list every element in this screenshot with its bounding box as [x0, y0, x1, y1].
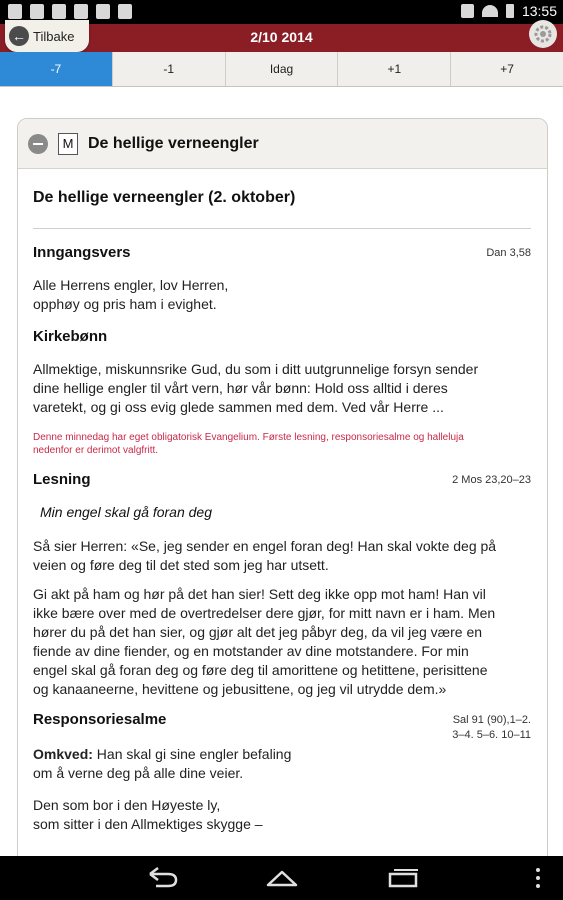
system-navigation-bar	[0, 856, 563, 900]
section-title-inngangsvers: Inngangsvers	[33, 244, 131, 261]
text-line: Den som bor i den Høyeste ly,	[33, 797, 221, 813]
app-header	[0, 24, 563, 52]
card-header[interactable]	[18, 119, 547, 169]
responsoriesalme-header	[33, 711, 531, 743]
mail-notification-icon	[30, 4, 44, 19]
document-title: De hellige verneengler (2. oktober)	[33, 189, 296, 206]
feast-card	[17, 118, 548, 878]
notification-icons	[8, 4, 132, 19]
responsoriesalme-ref	[452, 713, 531, 743]
text-line: ikke bære over med de overtredelser dere gjør, for mitt navn er i ham. Men	[33, 605, 496, 621]
omkved-text	[33, 745, 531, 783]
bag-notification-icon	[118, 4, 132, 19]
inngangsvers-text	[33, 276, 531, 314]
text-line: som sitter i den Allmektiges skygge –	[33, 816, 263, 832]
card-content	[18, 189, 547, 834]
note-line: nedenfor er derimot valgfritt.	[33, 445, 159, 456]
section-title-kirkebonn: Kirkebønn	[33, 328, 108, 345]
lesning-subtitle: Min engel skal gå foran deg	[40, 504, 212, 520]
omkved-text-line: Han skal gi sine engler befaling	[92, 746, 292, 762]
bluetooth-icon	[461, 4, 474, 18]
text-line: hører du på det han sier, og gjør alt det jeg påbyr deg, da vil jeg være en	[33, 624, 483, 640]
text-line: om å verne deg på alle dine veier.	[33, 765, 244, 781]
ref-line: Sal 91 (90),1–2.	[452, 714, 531, 726]
omkved-label: Omkved:	[33, 746, 93, 762]
text-line: og kanaaneerne, hevittene og jebusittene, og jeg vil utrydde dem.»	[33, 681, 447, 697]
text-line: Alle Herrens engler, lov Herren,	[33, 277, 229, 293]
shopping-notification-icon	[96, 4, 110, 19]
text-line: Så sier Herren: «Se, jeg sender en engel foran deg! Han skal vokte deg på	[33, 538, 497, 554]
text-line: dine hellige engler til vårt vern, hør vår bønn: Hold oss alltid i deres	[33, 380, 448, 396]
section-title-lesning: Lesning	[33, 471, 91, 488]
tab-today[interactable]: Idag	[226, 52, 339, 86]
text-line: Gi akt på ham og hør på det han sier! Sett deg ikke opp mot ham! Han vil	[33, 586, 486, 602]
text-line: fiende av dine fiender, og en motstander av dine motstandere. For min	[33, 643, 469, 659]
day-navigation-tabs	[0, 52, 563, 87]
gmail-notification-icon	[52, 4, 66, 19]
text-line: engel skal gå foran deg og føre deg til amorittene og hetittene, perisittene	[33, 662, 488, 678]
note-line: Denne minnedag har eget obligatorisk Evangelium. Første lesning, responsoriesalme og halleluja	[33, 432, 464, 443]
overflow-menu-icon[interactable]	[534, 867, 542, 894]
ref-line: 3–4. 5–6. 10–11	[452, 729, 531, 741]
home-nav-icon[interactable]	[265, 869, 299, 892]
lesning-paragraph-1	[33, 537, 531, 575]
settings-gear-icon[interactable]	[529, 20, 557, 48]
lesning-paragraph-2	[33, 585, 531, 699]
divider	[33, 228, 531, 229]
inngangsvers-header	[33, 244, 531, 261]
tab-plus-1[interactable]: +1	[338, 52, 451, 86]
lesning-header	[33, 471, 531, 488]
image-notification-icon	[8, 4, 22, 19]
tab-minus-7[interactable]: -7	[0, 52, 113, 86]
omkved-line	[33, 745, 531, 764]
recent-apps-nav-icon[interactable]	[387, 868, 421, 893]
wifi-icon	[482, 5, 498, 17]
back-arrow-icon: ←	[9, 26, 29, 46]
status-time: 13:55	[521, 3, 557, 19]
lesning-ref: 2 Mos 23,20–23	[452, 474, 531, 486]
collapse-icon[interactable]	[28, 134, 48, 154]
card-title: De hellige verneengler	[88, 134, 259, 152]
back-nav-icon[interactable]	[146, 866, 178, 893]
section-title-responsoriesalme: Responsoriesalme	[33, 711, 167, 728]
back-button-label: Tilbake	[33, 28, 75, 44]
text-line: Allmektige, miskunnsrike Gud, du som i ditt uutgrunnelige forsyn sender	[33, 361, 479, 377]
rubric-note	[33, 431, 531, 457]
psalm-verse	[33, 796, 531, 834]
text-line: veien og føre deg til det sted som jeg har utsett.	[33, 557, 329, 573]
memorial-badge: M	[58, 133, 78, 155]
date-title: 2/10 2014	[250, 29, 313, 45]
battery-icon	[506, 4, 514, 18]
text-line: opphøy og pris ham i evighet.	[33, 296, 217, 312]
tab-minus-1[interactable]: -1	[113, 52, 226, 86]
inngangsvers-ref: Dan 3,58	[486, 247, 531, 259]
text-line: varetekt, og gi oss evig glede sammen med dem. Ved vår Herre ...	[33, 399, 444, 415]
tab-plus-7[interactable]: +7	[500, 62, 514, 76]
kirkebonn-text	[33, 360, 531, 417]
chat-notification-icon	[74, 4, 88, 19]
